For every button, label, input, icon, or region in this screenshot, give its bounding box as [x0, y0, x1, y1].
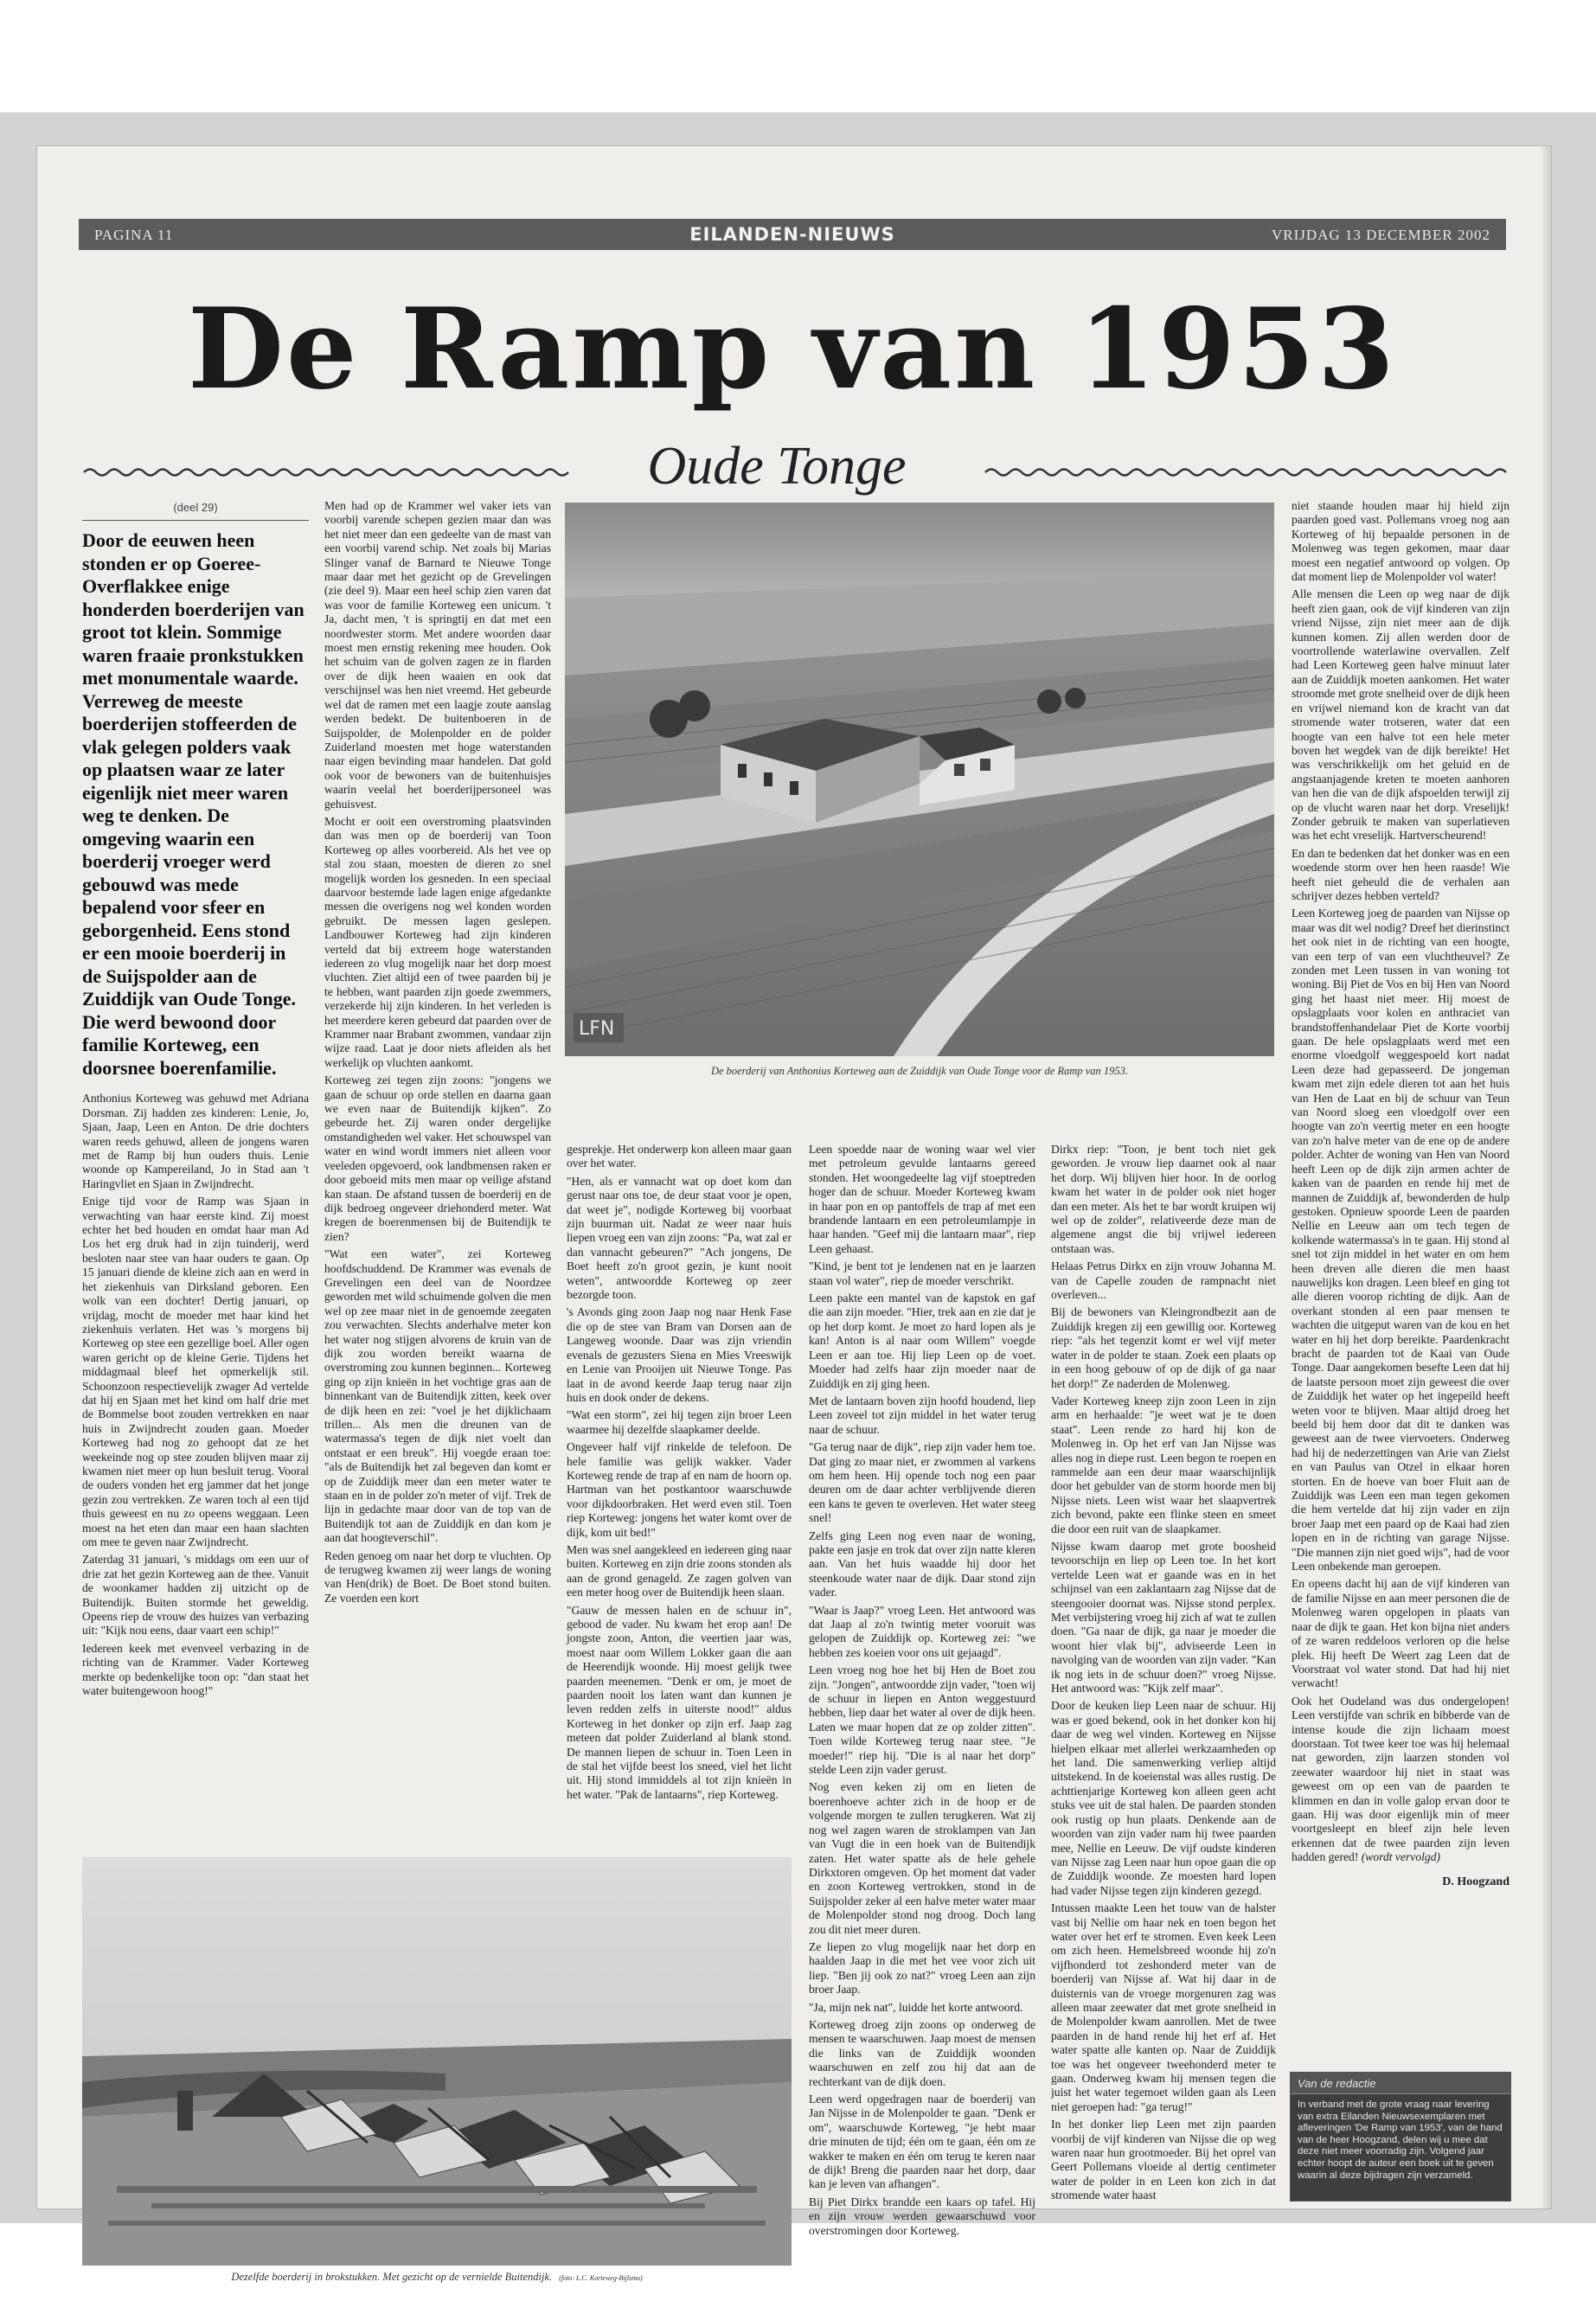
paragraph: Men was snel aangekleed en iedereen ging naar buiten. Korteweg en zijn drie zoons stonden als aan de grond genageld. Ze zagen golven van een meter hoog over de Buitendijk heen slaan.	[567, 1542, 792, 1599]
paragraph: Nog even keken zij om en lieten de boerenhoeve achter zich in de hoop er de volgende morgen te zullen terugkeren. Wat zij nog wel zagen waren de stroklampen van Jan van Vugt die in een hoek van de Buitendijk zaten. Het water spatte als de hele gehele Dirkxtoren omgeven. Op het moment dat vader en zoon Korteweg vertrokken, stond in de Suijspolder zeker al een halve meter water maar de Molenpolder stond nog droog. Doch lang zou dit niet meer duren.	[809, 1780, 1035, 1936]
intro-lead: Door de eeuwen heen stonden er op Goeree-Overflakkee enige honderden boerderijen van groot tot klein. Sommige waren fraaie pronkstukken met monumentale waarde. Verreweg de meeste boerderijen stoffeerden de vlak gelegen polders vaak op plaatsen waar ze later eigenlijk niet meer waren weg te denken. De omgeving waarin een boerderij vroeger werd gebouwd was mede bepalend voor sfeer en geborgenheid. Eens stond er een mooie boerderij in de Suijspolder aan de Zuiddijk van Oude Tonge. Die werd bewoond door familie Korteweg, een doorsnee boerenfamilie.	[82, 529, 304, 1079]
paragraph: Nijsse kwam daarop met grote boosheid tevoorschijn en liep op Leen toe. In het kort vertelde Leen wat er gaande was en in het schijnsel van een zaklantaarn zag Nijsse dat de steengooier doornat was. Nijsse stond perplex. Met verbijstering vroeg hij zich af wat te zullen doen. "Ga naar de dijk, ga naar je moeder die woont hier vlak bij", adviseerde Leen in navolging van de woorden van zijn vader. "Kan ik nog iets in de schuur doen?" vroeg Nijsse. Het antwoord was: "Kijk zelf maar".	[1051, 1539, 1276, 1695]
photo-caption-2	[82, 2271, 792, 2284]
paragraph: Bij Piet Dirkx brandde een kaars op tafel. Hij en zijn vrouw werden gewaarschuwd voor overstromingen door Korteweg.	[809, 2195, 1035, 2237]
paragraph: "Wat een storm", zei hij tegen zijn broer Leen waarmee hij dezelfde slaapkamer deelde.	[567, 1408, 792, 1436]
article-column-3	[567, 1143, 792, 1805]
photo-caption: De boerderij van Anthonius Korteweg aan de Zuiddijk van Oude Tonge voor de Ramp van 1953.	[710, 1065, 1129, 1077]
paragraph: Mocht er ooit een overstroming plaatsvinden dan was men op de boerderij van Toon Korteweg op alles voorbereid. Als het vee op stal zou staan, moesten de dieren zo snel mogelijk worden los gesneden. In een speciaal daarvoor bestemde lade lagen enige afgedankte messen die overigens nog wel konden worden gebruikt. De messen lagen geslepen. Landbouwer Korteweg had zijn kinderen verteld dat bij extreem hoge waterstanden iedereen zo vlug mogelijk naar het dorp moest vluchten. Ziet altijd een of twee paarden bij je te hebben, want paarden zijn goede zwemmers, verzekerde hij zijn kinderen. In het verleden is het meerdere keren gebeurd dat paarden over de Krammer naar Brabant zwommen, vandaar zijn wijze raad. Laat je door niets afleiden als het werkelijk op vluchten aankomt.	[324, 814, 551, 1069]
paragraph: Alle mensen die Leen op weg naar de dijk heeft zien gaan, ook de vijf kinderen van zijn vriend Nijsse, zijn niet meer aan de dijk kunnen komen. Zij allen werden door de voortrollende waterlawine overvallen. Zelf had Leen Korteweg geen halve minuut later aan de Zuiddijk moeten aankomen. Het water stroomde met grote snelheid over de dijk heen en vrijwel niemand kon de kracht van dat stromende water trotseren, water dat een hoogte van een halve tot een hele meter boven het wegdek van de dijk bereikte! Het was verschrikkelijk om het geluid en de angstaanjagende kreten te moeten aanhoren van hen die van de dijk afspoelden terwijl zij op de vlucht waren naar het dorp. Vreselijk! Zonder gebruik te maken van superlatieven was het echt vreselijk. Hartverscheurend!	[1292, 587, 1509, 843]
paragraph: 's Avonds ging zoon Jaap nog naar Henk Fase die op de stee van Bram van Dorsen aan de Langeweg woonde. Daar was zijn vriendin evenals de gezusters Siena en Mies Vreeswijk en Lenie van Prooijen uit Nieuwe Tonge. Pas laat in de avond keerde Jaap terug naar zijn huis en dook onder de dekens.	[567, 1305, 792, 1404]
paragraph: Leen spoedde naar de woning waar wel vier met petroleum gevulde lantaarns gereed stonden. Het woongedeelte lag vijf stoeptreden hoger dan de schuur. Moeder Korteweg kwam in haar pon en op pantoffels de trap af met een brandende lantaarn en een petroleumlampje in haar handen. "Geef mij die lantaarn maar", riep Leen gehaast.	[809, 1143, 1035, 1255]
paragraph: "Waar is Jaap?" vroeg Leen. Het antwoord was dat Jaap al zo'n twintig meter vooruit was gelopen de Zuiddijk op. Korteweg zei: "we hebben zes koeien voor ons uit gejaagd".	[809, 1603, 1035, 1659]
paragraph: Zaterdag 31 januari, 's middags om een uur of drie zat het gezin Korteweg aan de thee. Vanuit de woonkamer hadden zij uitzicht op de Buitendijk. Buiten stormde het geweldig. Opeens riep de vrouw des huizes van verbazing uit: "Kijk nou eens, daar vaart een schip!"	[82, 1553, 309, 1638]
page-fold-edge	[1542, 146, 1551, 2208]
farm-aerial-photo	[565, 503, 1274, 1056]
paragraph: Ongeveer half vijf rinkelde de telefoon. De hele familie was gelijk wakker. Vader Korteweg rende de trap af en nam de hoorn op. Hartman van het postkantoor waarschuwde voor dijkdoorbraken. Het werd even stil. Toen riep Korteweg: jongens het water komt over de dijk, kom uit bed!"	[567, 1440, 792, 1539]
paragraph: Anthonius Korteweg was gehuwd met Adriana Dorsman. Zij hadden zes kinderen: Lenie, Jo, Sjaan, Jaap, Leen en Anton. De drie dochters waren reeds gehuwd, alleen de jongens waren met de Ramp bij hun ouders thuis. Lenie woonde op Kampereiland, Jo in Stad aan 't Haringvliet en Sjaan in Zwijndrecht.	[82, 1092, 309, 1190]
continuation-note: (wordt vervolgd)	[1361, 1850, 1441, 1864]
paragraph-text: Ook het Oudeland was dus ondergelopen! Leen verstijfde van schrik en bibberde van de intense koude die zijn lichaam moest doorstaan. Tot twee keer toe was hij helemaal nat geworden, zijn laarzen stonden vol zeewater waardoor hij niet in staat was geweest om op een van de paarden te klimmen en dan in volle galop ervan door te gaan. Hij was door eigenlijk min of meer voortgesleept en bleef zijn hele leven erkennen dat de twee paarden zijn leven hadden gered!	[1292, 1694, 1509, 1864]
paragraph: Bij de bewoners van Kleingrondbezit aan de Zuiddijk kregen zij een gewillig oor. Korteweg riep: "als het tegenzit komt er wel vijf meter water in de polder te staan. Zoek een plaats op in een hoog gebouw of op de dijk of ga naar het dorp!" Ze naderden de Molenweg.	[1051, 1305, 1276, 1390]
photo-credit: (foto: L.C. Korteweg-Bijlsma)	[559, 2274, 643, 2282]
paragraph: Leen werd opgedragen naar de boerderij van Jan Nijsse in de Molenpolder te gaan. "Denk er om", waarschuwde Korteweg, "je hebt maar drie minuten de tijd; één om te gaan, één om ze wakker te maken en één om terug te keren naar de dijk! Breng die paarden naar het dorp, daar kan je leven van afhangen".	[809, 2093, 1035, 2191]
destroyed-farm-image	[82, 1857, 792, 2266]
article-column-2	[324, 499, 551, 1609]
paragraph: Door de keuken liep Leen naar de schuur. Hij was er goed bekend, ook in het donker kon hij daar de weg wel vinden. Korteweg en Nijsse hielpen elkaar met allerlei werkzaamheden op het land. Die samenwerking verliep altijd uitstekend. In de koeienstal was alles rustig. De achttienjarige Korteweg kon alleen geen acht stuks vee uit de stal halen. De paarden stonden ook rustig op hun plaats. Denkende aan de woorden van zijn vader nam hij twee paarden mee, Nellie en Leeuw. De vijf oudste kinderen van Nijsse zag Leen naar hun opoe gaan die op de Zuiddijk woonde. Ze moesten hard lopen had vader Nijsse tegen zijn kinderen gezegd.	[1051, 1699, 1276, 1897]
paragraph: "Gauw de messen halen en de schuur in", gebood de vader. Nu kwam het erop aan! De jongste zoon, Anton, die veertien jaar was, moest naar oom Willem Lokker gaan die aan de Heerendijk woonde. Hij moest gelijk twee paarden meenemen. "Denk er om, je moet de paarden nooit los laten want dan kunnen je leven redden zelfs in uiterste nood!" aldus Korteweg in het donker op zijn erf. Jaap zag meteen dat polder Zuiderland al blank stond. De mannen liepen de schuur in. Toen Leen in de stal het vijfde beest los sneed, viel het licht uit. Hij stond immiddels al tot zijn knieën in het water. "Pak de lantaarns", riep Korteweg.	[567, 1603, 792, 1801]
paragraph: "Hen, als er vannacht wat op doet kom dan gerust naar ons toe, de deur staat voor je open, dat weet je", nodigde Korteweg bij voorbaat zijn buurman uit. Nadat ze weer naar huis liepen vroeg een van zijn zoons: "Pa, wat zal er dan vannacht gebeuren?" "Ach jongens, De Boet heeft zo'n groot gezin, je kunt nooit weten", antwoordde Korteweg op zeer bezorgde toon.	[567, 1174, 792, 1302]
article-column-1	[82, 499, 309, 1702]
paragraph: Vader Korteweg kneep zijn zoon Leen in zijn arm en herhaalde: "je weet wat je te doen staat". Leen rende zo hard hij kon de Molenweg in. Op het erf van Jan Nijsse was alles nog in diepe rust. Leen begon te roepen en rammelde aan een deur maar waarschijnlijk door het gebulder van de storm hoorde men bij Nijsse niets. Leen wist waar het slaapvertrek zich bevond, pakte een flinke steen en smeet die door een ruit van de slaapkamer.	[1051, 1394, 1276, 1535]
headline: De Ramp van 1953	[188, 285, 1397, 414]
paragraph: niet staande houden maar hij hield zijn paarden goed vast. Pollemans vroeg nog aan Korteweg of hij bepaalde personen in de Molenweg was tegen gekomen, maar daar moest een negatief antwoord op volgen. Op dat moment liep de Molenpolder vol water!	[1292, 499, 1509, 584]
paragraph: Met de lantaarn boven zijn hoofd houdend, liep Leen zoveel tot zijn middel in het water terug naar de schuur.	[809, 1394, 1035, 1436]
issue-date: VRIJDAG 13 DECEMBER 2002	[1271, 227, 1490, 243]
editorial-notice	[1290, 2072, 1511, 2202]
paragraph: Enige tijd voor de Ramp was Sjaan in verwachting van haar eerste kind. Zij moest echter het bed houden en omdat haar man Ad Los het erg druk had in zijn tuinderij, werd besloten naar stee van haar ouders te gaan. Op 15 januari diende de kleine zich aan en werd in het ziekenhuis van Dirksland geboren. Een wolk van een dochter! Dertig januari, op vrijdag, mocht de moeder met haar kind het ziekenhuis verlaten. Het was 's morgens bij Korteweg op stee een gezellige boel. Aller ogen waren gericht op de kleine Gerie. Tijdens het middagmaal bleef het opmerkelijk stil. Schoonzoon respectievelijk zwager Ad vertelde dat hij en Sjaan met het kind om half drie met de Bommelse boot zouden vertrekken en naar huis in Zwijndrecht zouden gaan. Moeder Korteweg had nog zo gehoopt dat ze het weekeinde nog op stee zouden blijven maar zij kwamen niet meer op hun besluit terug. Vooral de ouders vonden het erg jammer dat het jonge gezin zou vertrekken. Ze waren toch al een tijd thuis geweest en nu zo opeens weggaan. Leen moest na het eten dan maar een haan slachten om mee te geven naar Zwijndrecht.	[82, 1195, 309, 1548]
newspaper-logo: EILANDEN-NIEUWS	[689, 224, 895, 245]
subheadline: Oude Tonge	[647, 437, 907, 496]
paragraph: En dan te bedenken dat het donker was en een woedende storm over hen heen raasde! Wie heeft niet geheuld die de verhalen aan schrijver dezes hebben verteld?	[1292, 846, 1509, 902]
paragraph: In het donker liep Leen met zijn paarden voorbij de vijf kinderen van Nijsse die op weg waren naar hun grootmoeder. Bij het oprel van Geert Pollemans vloeide al dertig centimeter water de polder in en Leen kon zich in dat stromende water haast	[1051, 2118, 1276, 2202]
article-column-5	[1051, 1143, 1276, 2207]
newspaper-page	[36, 145, 1552, 2283]
paragraph: Iedereen keek met evenveel verbazing in de richting van de Krammer. Vader Korteweg merkte op bedenkelijke toon op: "dan staat het water buitengewoon hoog!"	[82, 1641, 309, 1698]
paragraph	[1292, 1695, 1509, 1865]
paragraph: Korteweg droeg zijn zoons op onderweg de mensen te waarschuwen. Jaap moest de mensen die links van de Zuiddijk woonden waarschuwen en zelf zou hij dat aan de rechterkant van de dijk doen.	[809, 2017, 1035, 2088]
paragraph: gesprekje. Het onderwerp kon alleen maar gaan over het water.	[567, 1143, 792, 1170]
paragraph: "Ga terug naar de dijk", riep zijn vader hem toe. Dat ging zo maar niet, er zwommen al varkens om hem heen. Hij opende toch nog een paar deuren om de daar achter verblijvende dieren een kans te geven te overleven. Het water steeg snel!	[809, 1440, 1035, 1525]
destroyed-farm-photo	[82, 1857, 792, 2266]
paragraph: Leen vroeg nog hoe het bij Hen de Boet zou zijn. "Jongen", antwoordde zijn vader, "toen wij de schuur in liepen en Anton weggestuurd hebben, liep daar het water al over de dijk heen. Laten we maar hopen dat ze op zolder zitten". Toen wilde Korteweg terug naar stee. "Je moeder!" riep hij. "Die is al naar het dorp" stelde Leen zijn vader gerust.	[809, 1663, 1035, 1777]
article-column-4	[809, 1143, 1035, 2241]
caption-text: Dezelfde boerderij in brokstukken. Met gezicht op de vernielde Buitendijk.	[231, 2271, 553, 2283]
scan-background	[0, 112, 1596, 2283]
paragraph: Leen Korteweg joeg de paarden van Nijsse op maar was dit wel nodig? Dreef het dierinstinct het ook niet in de richting van een hoogte, van een terp of van een vluchtheuvel? Ze zonden met Leen tussen in van woning tot woning. Bij Piet de Vos en bij Hen van Noord ging het haast niet meer. Hij moest de opslagplaats voor kolen en anthraciet van brandstoffenhandelaar Piet de Korte voorbij gaan. De hele opslagplaats werd met een enorme vloedgolf weggespoeld kort nadat Leen deze had gepasseerd. De jongeman kwam met zijn edele dieren tot aan het huis van Hen de Laat en bij de schuur van Teun van Noord sloeg een vloedgolf over een hoogte van zo'n veertig meter en een hoogte van zo'n halve meter van de ene op de andere polder. Achter de woning van Hen van Noord heeft Leen op de dijk zijn armen achter de kaken van de paarden en rende hij met de mannen de Zuiddijk af, bewonderden de hulp gestoken. Opnieuw spoorde Leen de paarden Nellie en Leeuw aan om tech tegen de kolkende watermassa's in te gaan. Hij stond al snel tot zijn middel in het water en om hem heen dreven alle dieren die men haast nauwelijks kon dragen. Leen bleef en ging tot alle dieren voorop richting de dijk. Aan de overkant stonden al een paar mensen te wachten die uitgeput waren van de kou en het water en hij het dorp bereikte. Paardenkracht bracht de paarden tot de Kaai van Oude Tonge. Daar aangekomen besefte Leen dat hij de laatste persoon moet zijn geweest die over de Zuiddijk het water op het ingepeild heeft weten voor te blijven. Maar altijd droeg het beeld bij hem door dat dit te danken was geweest aan de twee viervoeters. Onderweg had hij de nederzettingen van Arie van Zielst en van Paulus van Otzel in elkaar horen storten. En de hoeve van boer Fluit aan de Zuiddijk was Leen een man tegen gekomen die hem vertelde dat hij zijn vader en zijn broer Jaap met een paard op de Kaai had zien lopen en in de richting van garage Nijsse. "Die mannen zijn niet goed wijs", had de voor Leen onbekende man geroepen.	[1292, 907, 1509, 1574]
wavy-rule-right	[985, 466, 1504, 478]
author-byline: D. Hoogzand	[1442, 1875, 1509, 1888]
paragraph: Korteweg zei tegen zijn zoons: "jongens we gaan de schuur op orde stellen en daarna gaan we even naar de Buitendijk kijken". Zo gebeurde het. Zij waren onder dergelijke omstandigheden wel vaker. Het schouwspel van water en wind wordt immers niet alleen voor veeleden opgevoerd, ook landbmensen raken er door geboeid mits men maar op veilige afstand kan staan. De afstand tussen de boerderij en de dijk bedroeg ongeveer driehonderd meter. Wat kregen de boerenmensen bij de Buitendijk te zien?	[324, 1074, 551, 1243]
editorial-heading: Van de redactie	[1291, 2073, 1510, 2094]
farm-aerial-image	[565, 503, 1274, 1056]
header-bar	[79, 219, 1506, 250]
paragraph: Ze liepen zo vlug mogelijk naar het dorp en haalden Jaap in die met het vee voor zich uit liep. "Ben jij ook zo nat?" vroeg Leen aan zijn broer Jaap.	[809, 1939, 1035, 1997]
paragraph: "Ja, mijn nek nat", luidde het korte antwoord.	[809, 2000, 1023, 2014]
photo-mark: LFN	[579, 1018, 615, 1040]
paragraph: Reden genoeg om naar het dorp te vluchten. Op de terugweg kwamen zij weer langs de woning van Hen(drik) de Boet. De Boet stond buiten. Ze voerden een kort	[324, 1548, 551, 1605]
paragraph: "Kind, je bent tot je lendenen nat en je laarzen staan vol water", riep de moeder verschrikt.	[809, 1259, 1035, 1287]
editorial-text: In verband met de grote vraag naar levering van extra Eilanden Nieuwsexemplaren met afleveringen 'De Ramp van 1953', van de hand van de heer Hoogzand, delen wij u mee dat deze niet meer voorradig zijn. Volgend jaar echter hoopt de auteur een boek uit te geven waarin al deze bijdragen zijn verzameld.	[1298, 2099, 1503, 2181]
paragraph: En opeens dacht hij aan de vijf kinderen van de familie Nijsse en aan meer personen die de Molenweg waren opgelopen in plaats van naar de dijk te gaan. Het kon bijna niet anders of ze waren reddeloos verloren op die helse plek. Hij heeft De Weert zag Leen dat de Voorstraat vol water stond. Dat had hij niet verwacht!	[1292, 1577, 1509, 1690]
article-column-6	[1292, 499, 1509, 1889]
paragraph: Dirkx riep: "Toon, je bent toch niet gek geworden. Je vrouw liep daarnet ook al naar het dorp. Wij blijven hier hoor. In de oorlog kwam het water in de polder ook niet hoger dan een meter. Als het te bar wordt kruipen wij wel op de zolder", relativeerde deze man de algemene angst die bij vrijwel iedereen ontstaan was.	[1051, 1143, 1276, 1255]
part-label: (deel 29)	[82, 501, 309, 521]
paragraph: Intussen maakte Leen het touw van de halster vast bij Nellie om haar nek en toen begon het water over het erf te stromen. Even keek Leen om zich heen. Hemelsbreed woonde hij zo'n vijfhonderd tot zeshonderd meter van de boerderij van Nijsse af. Wat hij daar in de duisternis van de vroege morgenuren zag was alleen maar zeewater dat met grote snelheid in de Molenpolder kwam aanrollen. Met de twee paarden in de hand rende hij het erf af. Het water spatte alle kanten op. Naar de Zuiddijk toe was het ongeveer tweehonderd meter te gaan. Onderweg kwam hij mensen tegen die juist het water tegemoet wilden gaan als Leen niet geroepen had: "ga terug!"	[1051, 1901, 1276, 2113]
paragraph: "Wat een water", zei Korteweg hoofdschuddend. De Krammer was evenals de Grevelingen een deel van de Noordzee geworden met wild schuimende golven die men wel op zee maar niet in de genoemde zeegaten zou verwachten. Slechts anderhalve meter kon het water nog stijgen alvorens de kruin van de dijk zou worden bereikt waarna de overstroming zou kunnen beginnen... Korteweg ging op zijn knieën in het vochtige gras aan de binnenkant van de Buitendijk zitten, keek over de dijk heen en zei: "voel je het dijklichaam trillen... Als men die dreunen van de watermassa's tegen de dijk niet voelt dan ontstaat er een breuk". Hij voegde eraan toe: "als de Buitendijk het zal begeven dan komt er op de Zuiddijk meer dan een meter water te staan en in de polder zo'n meter of vijf. Trek de lijn in gedachte maar door van de top van de Buitendijk tot aan de Zuiddijk en dan kom je aan dat hoogteverschil".	[324, 1247, 551, 1545]
wavy-rule-left	[84, 466, 568, 478]
page-number: PAGINA 11	[94, 227, 174, 243]
paragraph: Helaas Petrus Dirkx en zijn vrouw Johanna M. van de Capelle zouden de rampnacht niet overleven...	[1051, 1259, 1276, 1302]
paragraph: Zelfs ging Leen nog even naar de woning, pakte een jasje en trok dat over zijn natte kleren aan. Van het huis waadde hij door het steenkoude water naar de dijk. Daar stond zijn vader.	[809, 1529, 1035, 1599]
paragraph: Men had op de Krammer wel vaker iets van voorbij varende schepen gezien maar dan was het niet meer dan een gedeelte van de mast van een voorbij varend schip. Net zoals bij Marias Slinger vanaf de Barnard te Nieuwe Tonge maar daar met het gezicht op de Grevelingen (zie deel 9). Maar een heel schip zien varen dat was voor de familie Korteweg een unicum. 't Ja, dacht men, 't is springtij en dat met een noordwester storm. Met andere woorden daar moest men ernstig rekening mee houden. Ook het schuim van de golven zagen ze in flarden over de dijk heen waaien en ook dat verschijnsel was hen niet vreemd. Het gebeurde wel dat de ramen met een laagje zoute aanslag werden bedekt. De buitenboeren in de Suijspolder, de Molenpolder en de polder Zuiderland moesten met hoge waterstanden naar eigen bevinding maar handelen. Dat gold ook voor de bewoners van de buitenhuisjes waarin veelal het boerderijpersoneel was gehuisvest.	[324, 499, 551, 811]
paragraph: Leen pakte een mantel van de kapstok en gaf die aan zijn moeder. "Hier, trek aan en zie dat je op het dorp komt. Je moet zo hard lopen als je kan! Anton is al naar oom Willem" voegde Leen er aan toe. Hij liep Leen op de voet. Moeder had zelfs haar zijn moeder naar de Zuiddijk en zij ging heen.	[809, 1292, 1035, 1390]
